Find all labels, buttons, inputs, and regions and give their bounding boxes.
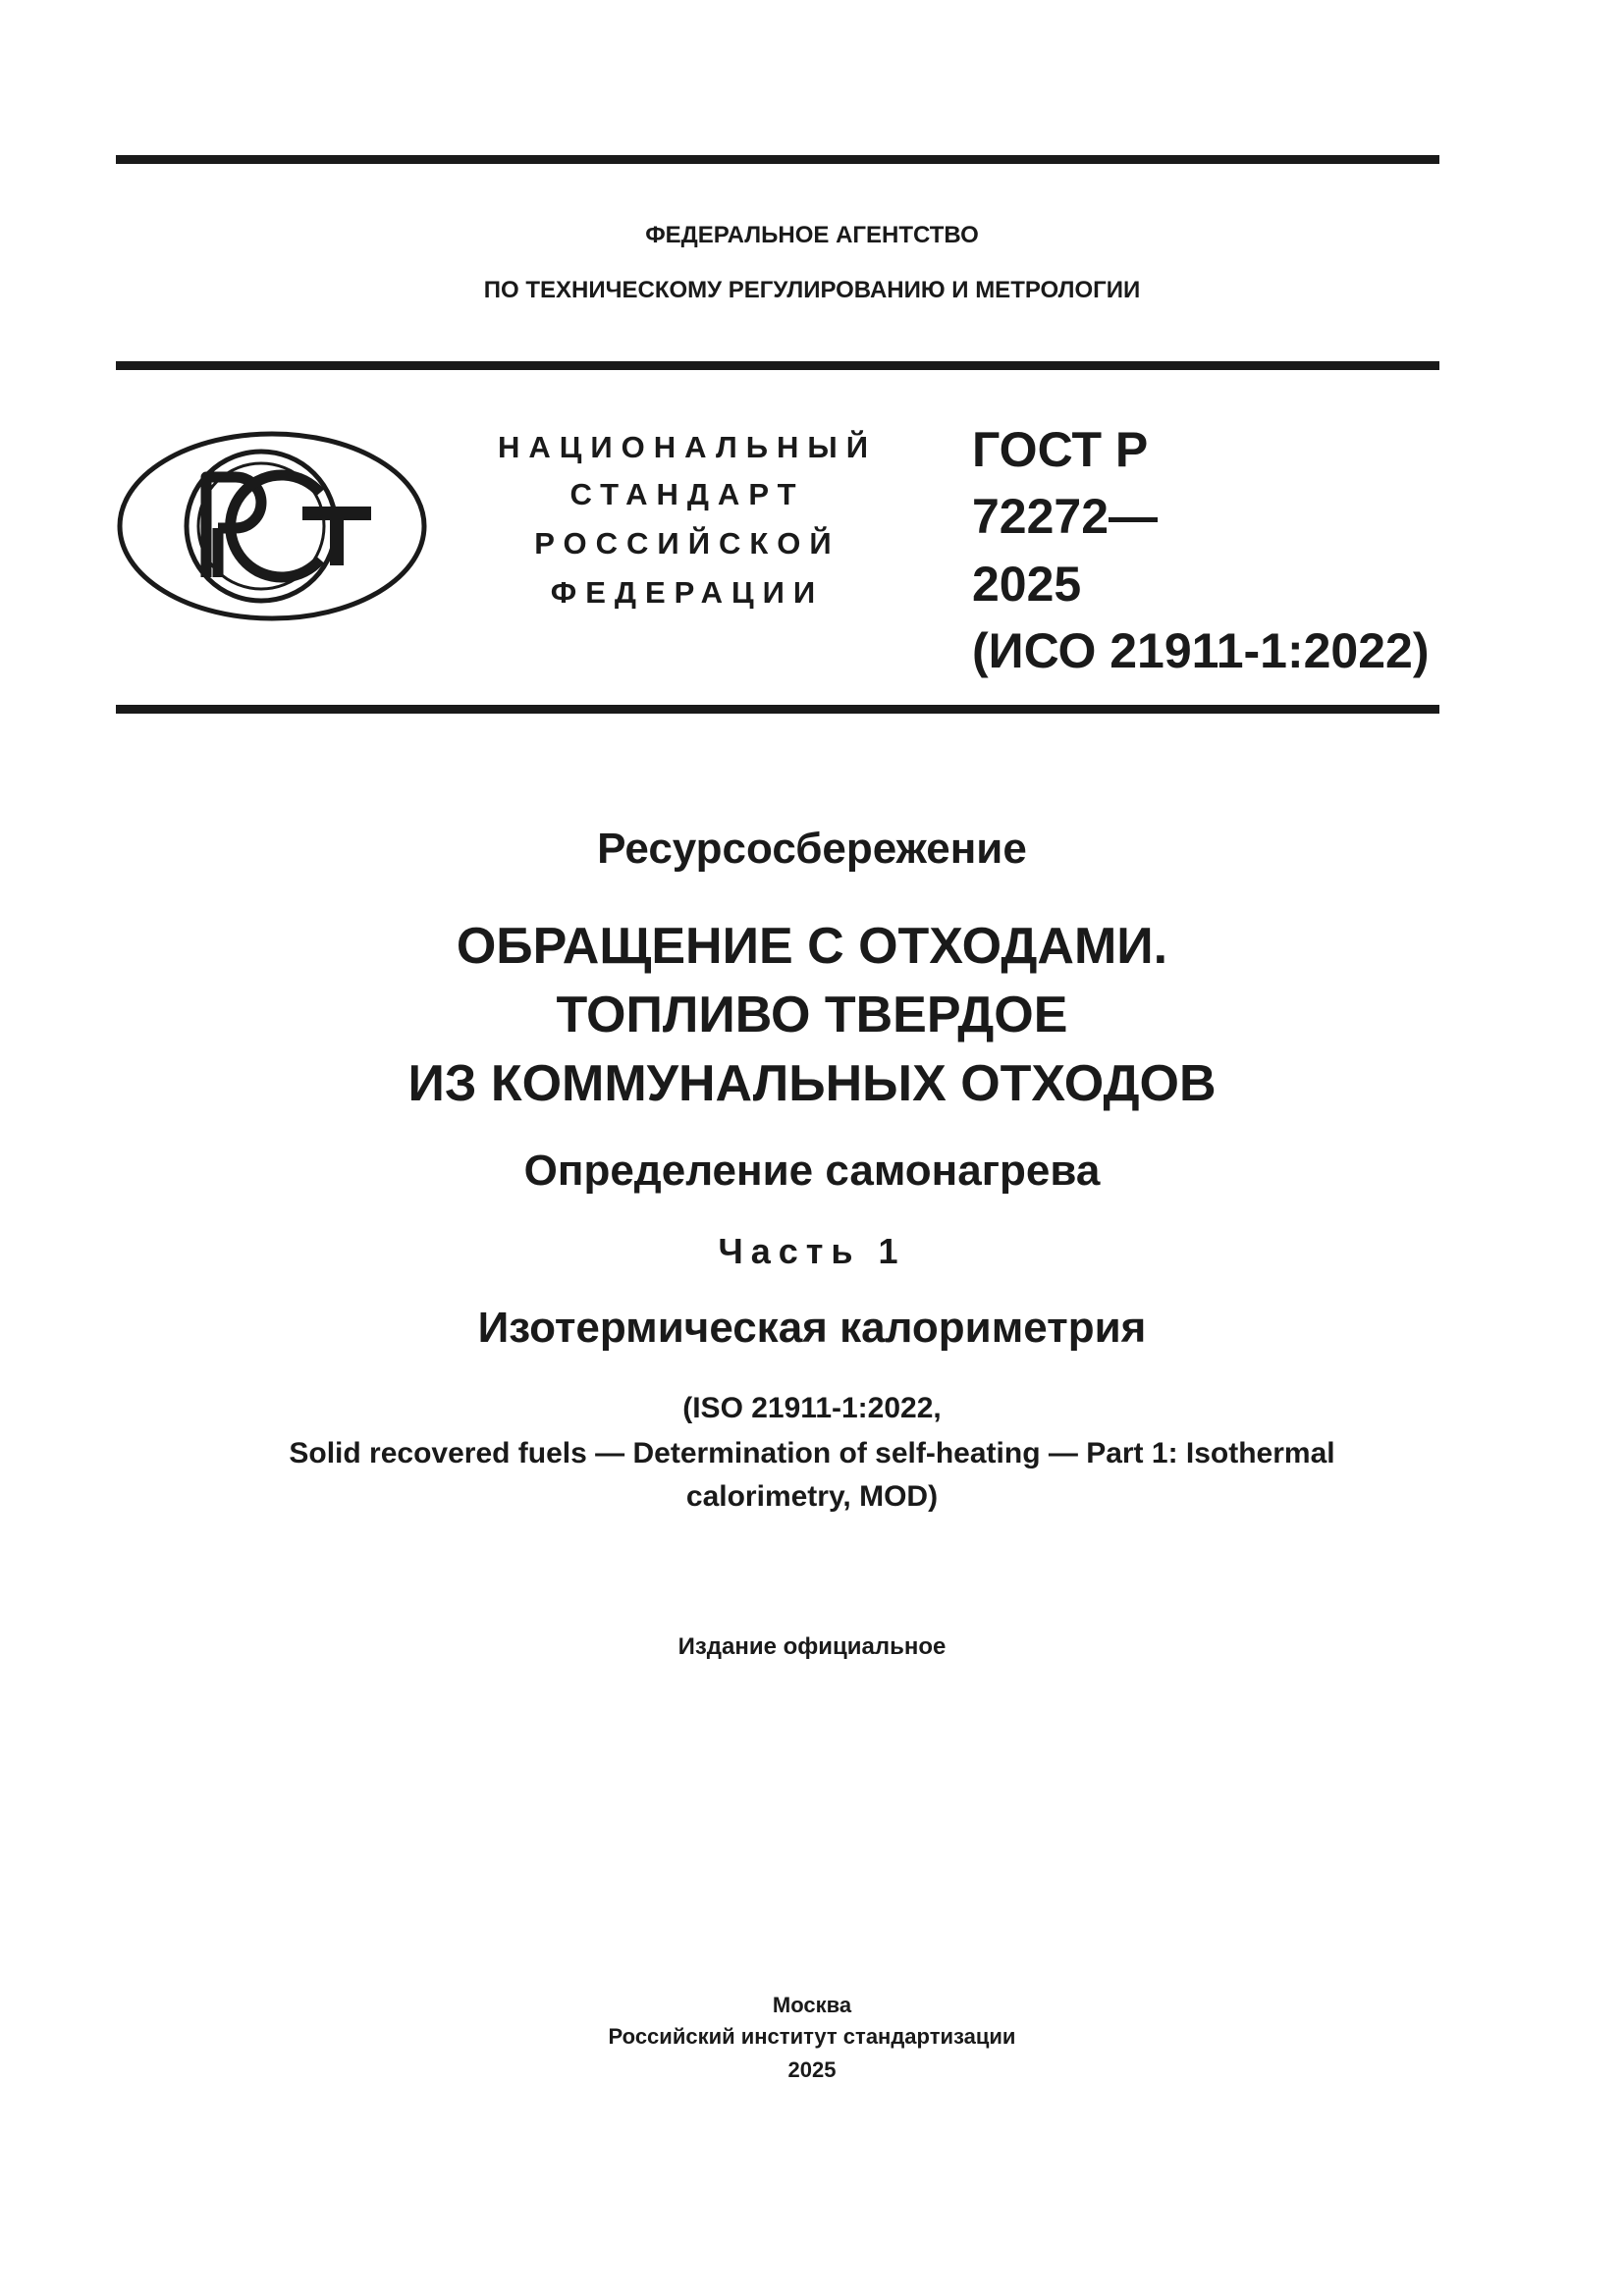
top-rule bbox=[116, 155, 1439, 164]
iso-reference-line-3: calorimetry, MOD) bbox=[685, 1480, 939, 1513]
designation-line-4: (ИСО 21911-1:2022) bbox=[972, 623, 1430, 678]
iso-reference-line-2: Solid recovered fuels — Determination of self-heating — Part 1: Isothermal bbox=[289, 1437, 1335, 1469]
publisher-name: Российский институт стандартизации bbox=[608, 2024, 1016, 2049]
edition-label: Издание официальное bbox=[677, 1633, 947, 1660]
main-title-line-1: ОБРАЩЕНИЕ С ОТХОДАМИ. bbox=[456, 918, 1168, 975]
main-title-line-3: ИЗ КОММУНАЛЬНЫХ ОТХОДОВ bbox=[407, 1055, 1217, 1112]
agency-line-1: ФЕДЕРАЛЬНОЕ АГЕНТСТВО bbox=[645, 222, 979, 248]
rst-certification-mark-icon bbox=[116, 430, 428, 622]
header-rule bbox=[116, 361, 1439, 370]
publication-year: 2025 bbox=[787, 2057, 837, 2082]
standard-label-line-1: НАЦИОНАЛЬНЫЙ bbox=[497, 430, 878, 464]
standard-label-line-4: ФЕДЕРАЦИИ bbox=[550, 575, 825, 610]
agency-line-2: ПО ТЕХНИЧЕСКОМУ РЕГУЛИРОВАНИЮ И МЕТРОЛОГИИ bbox=[483, 277, 1141, 303]
standard-label-line-3: РОССИЙСКОЙ bbox=[534, 526, 840, 561]
publisher-city: Москва bbox=[772, 1993, 852, 2017]
designation-line-2: 72272— bbox=[972, 489, 1159, 544]
main-title-line-2: ТОПЛИВО ТВЕРДОЕ bbox=[556, 987, 1068, 1043]
designation-line-1: ГОСТ Р bbox=[972, 422, 1149, 477]
part-number: Часть 1 bbox=[718, 1231, 906, 1271]
designation-line-3: 2025 bbox=[972, 557, 1082, 612]
subtitle: Определение самонагрева bbox=[523, 1147, 1101, 1195]
iso-reference-line-1: (ISO 21911-1:2022, bbox=[682, 1392, 942, 1424]
topic-heading: Ресурсосбережение bbox=[597, 825, 1027, 873]
designation-rule bbox=[116, 705, 1439, 714]
standard-label-line-2: СТАНДАРТ bbox=[569, 477, 805, 511]
part-title: Изотермическая калориметрия bbox=[477, 1304, 1147, 1352]
